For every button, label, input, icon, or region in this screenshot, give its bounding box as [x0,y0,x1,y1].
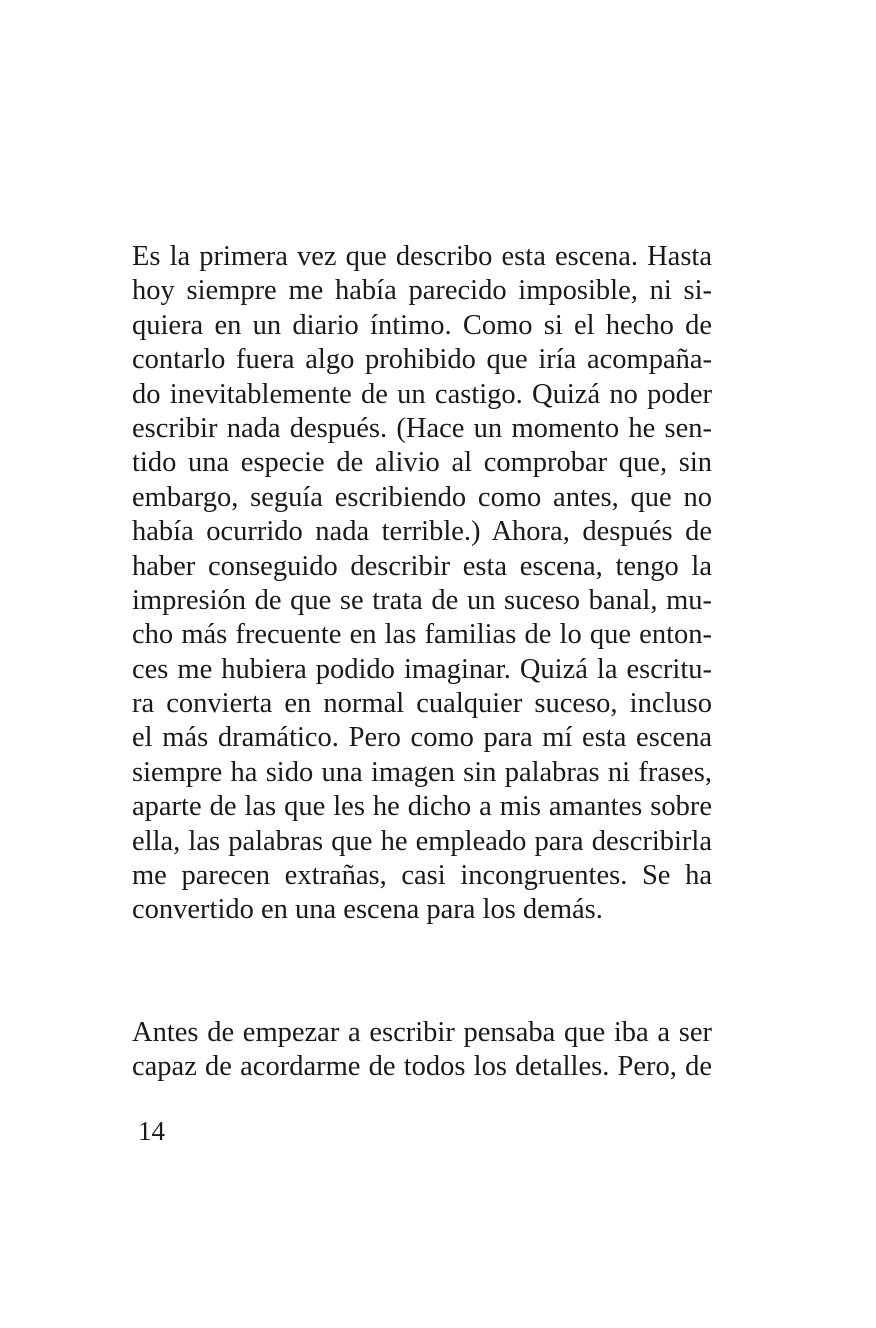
text-line: Es la primera vez que describo esta escena. Hasta [132,241,712,272]
text-line: escribir nada después. (Hace un momento he sen- [132,412,712,444]
text-line: ella, las palabras que he empleado para describirla [132,825,712,857]
text-line: embargo, seguía escribiendo como antes, que no [132,481,712,513]
text-line: el más dramático. Pero como para mí esta escena [132,722,712,754]
text-line: ces me hubiera podido imaginar. Quizá la escritu- [132,653,712,685]
text-line: me parecen extrañas, casi incongruentes. Se ha [132,860,712,892]
text-line: aparte de las que les he dicho a mis amantes sobre [132,791,712,823]
text-line: tido una especie de alivio al comprobar que, sin [132,447,712,479]
text-line: Antes de empezar a escribir pensaba que iba a ser [132,1017,712,1048]
paragraph-2 [132,1016,712,1085]
text-line: había ocurrido nada terrible.) Ahora, después de [132,516,712,548]
text-line: cho más frecuente en las familias de lo que enton- [132,619,712,651]
text-line: impresión de que se trata de un suceso banal, mu- [132,584,712,616]
text-line: haber conseguido describir esta escena, tengo la [132,550,712,582]
text-line: siempre ha sido una imagen sin palabras ni frases, [132,756,712,788]
paragraph-1 [132,240,712,928]
text-line: contarlo fuera algo prohibido que iría acompaña- [132,344,712,376]
page-number: 14 [138,1116,165,1146]
text-line: capaz de acordarme de todos los detalles. Pero, de [132,1051,712,1083]
text-line: ra convierta en normal cualquier suceso, incluso [132,688,712,720]
text-line: convertido en una escena para los demás. [132,894,603,926]
text-line: hoy siempre me había parecido imposible, ni si- [132,275,712,307]
text-line: do inevitablemente de un castigo. Quizá no poder [132,378,712,410]
text-line: quiera en un diario íntimo. Como si el hecho de [132,309,712,341]
